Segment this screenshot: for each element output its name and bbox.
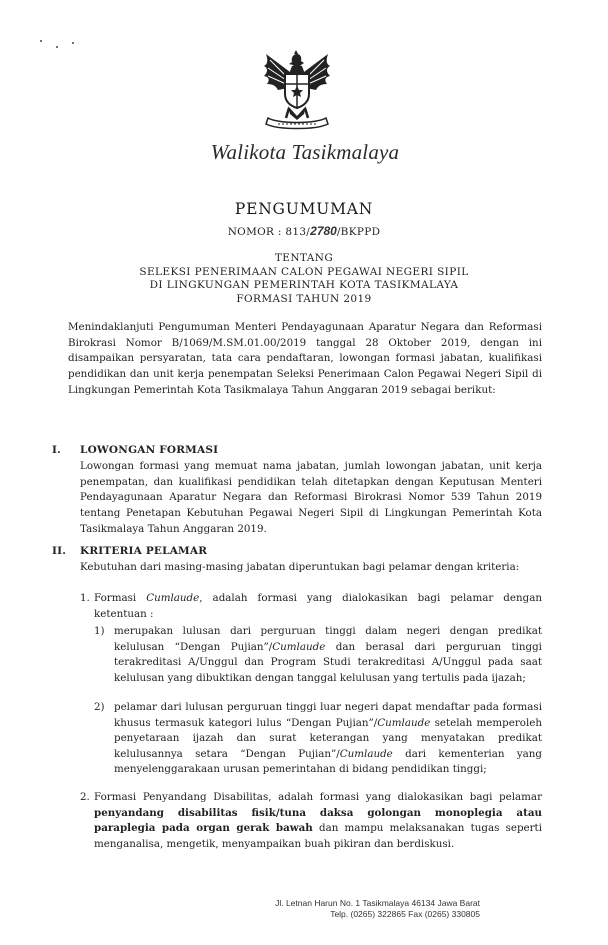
criteria-item-2 (80, 790, 542, 852)
section-1-heading (52, 444, 218, 456)
section-1-title: LOWONGAN FORMASI (80, 444, 219, 456)
item-2-a: Formasi Penyandang Disabilitas, adalah formasi yang dialokasikan bagi pelamar (94, 791, 542, 803)
section-2-number: II. (52, 545, 67, 557)
section-2-body (80, 560, 542, 576)
section-2-title: KRITERIA PELAMAR (80, 545, 208, 557)
subitem-2-italic-2: Cumlaude (339, 747, 393, 760)
section-2-text: Kebutuhan dari masing-masing jabatan diperuntukan bagi pelamar dengan kriteria: (80, 561, 520, 573)
item-1-number: 1. (80, 592, 90, 604)
number-suffix: /BKPPD (336, 226, 381, 238)
subitem-1-text (114, 624, 542, 686)
footer-phone: Telp. (0265) 322865 Fax (0265) 330805 (330, 909, 480, 919)
number-prefix: NOMOR : 813/ (227, 226, 311, 238)
item-2-text (94, 790, 542, 852)
criteria-subitem-2 (94, 700, 542, 778)
intro-paragraph (68, 320, 542, 399)
subitem-1-italic: Cumlaude (272, 640, 326, 653)
subitem-2-c: setelah memperoleh penyetaraan ijazah dan surat keterangan yang menyatakan predikat kelulusannya setara “Dengan Pujian”/ (114, 716, 542, 760)
subject-label: TENTANG (274, 252, 334, 264)
subject-block (0, 252, 608, 306)
handwritten-number: 2780 (310, 224, 337, 238)
section-1-number: I. (52, 444, 61, 456)
criteria-subitem-1 (94, 624, 542, 686)
item-1-italic: Cumlaude (146, 592, 200, 604)
document-title: PENGUMUMAN (234, 200, 374, 218)
criteria-item-1 (80, 591, 542, 622)
subitem-2-a: pelamar dari lulusan perguruan tinggi luar negeri dapat mendaftar pada formasi khusus termasuk kategori lulus “Dengan Pujian”/ (114, 701, 542, 729)
item-2-number: 2. (80, 791, 90, 803)
section-1-body (80, 459, 542, 538)
item-2-c: dan mampu melaksanakan tugas seperti menganalisa, mengetik, menyampaikan buah pikiran dan berdiskusi. (94, 822, 542, 850)
subject-line: DI LINGKUNGAN PEMERINTAH KOTA TASIKMALAYA (149, 279, 459, 292)
item-1-post: , adalah formasi yang dialokasikan bagi pelamar dengan ketentuan : (94, 592, 542, 620)
subitem-2-number: 2) (94, 701, 105, 713)
issuer-signature-text: Walikota Tasikmalaya (210, 140, 400, 164)
item-1-pre: Formasi (94, 592, 147, 604)
section-2-heading (52, 545, 207, 557)
subitem-1-a: merupakan lulusan dari perguruan tinggi dalam negeri dengan predikat kelulusan “Dengan Pujian”/ (114, 625, 542, 653)
item-2-bold: penyandang disabilitas fisik/tuna daksa golongan monoplegia atau paraplegia pada organ gerak bawah (94, 806, 542, 834)
scan-speck (40, 40, 42, 42)
subject-line: SELEKSI PENERIMAAN CALON PEGAWAI NEGERI SIPIL (139, 265, 469, 278)
scan-speck (56, 46, 58, 48)
subitem-2-italic: Cumlaude (377, 716, 431, 729)
intro-text: Menindaklanjuti Pengumuman Menteri Pendayagunaan Aparatur Negara dan Reformasi Birokrasi Nomor B/1069/M.SM.01.00/2019 tanggal 28 Oktober 2019, dengan ini disampaikan persyaratan, tata cara pendaftaran, lowongan formasi jabatan, kualifikasi pendidikan dan unit kerja penempatan Seleksi Penerimaan Calon Pegawai Negeri Sipil di Lingkungan Pemerintah Kota Tasikmalaya Tahun Anggaran 2019 sebagai berikut: (68, 321, 542, 396)
item-1-text (94, 591, 542, 622)
document-number (0, 224, 608, 238)
subitem-1-number: 1) (94, 625, 105, 637)
subitem-2-e: dari kementerian yang menyelenggarakaan urusan pemerintahan di bidang pendidikan tinggi; (114, 747, 542, 775)
subitem-1-c: dan berasal dari perguruan tinggi terakreditasi A/Unggul dan Program Studi terakreditasi A/Unggul pada saat kelulusan yang dibuktikan dengan tanggal kelulusan yang tertulis pada ijazah; (114, 640, 542, 684)
subitem-2-text (114, 700, 542, 778)
garuda-emblem-icon (258, 50, 336, 132)
section-1-text: Lowongan formasi yang memuat nama jabatan, jumlah lowongan jabatan, unit kerja penempatan, dan kualifikasi pendidikan telah ditetapkan dengan Keputusan Menteri Pendayagunaan Aparatur Negara dan Reformasi Birokrasi Nomor 539 Tahun 2019 tentang Penetapan Kebutuhan Pegawai Negeri Sipil di Lingkungan Pemerintah Kota Tasikmalaya Tahun Anggaran 2019. (80, 460, 542, 535)
scan-speck (72, 42, 74, 44)
footer-contact (140, 898, 480, 920)
subject-line: FORMASI TAHUN 2019 (236, 292, 372, 305)
footer-address: Jl. Letnan Harun No. 1 Tasikmalaya 46134 Jawa Barat (275, 898, 480, 908)
